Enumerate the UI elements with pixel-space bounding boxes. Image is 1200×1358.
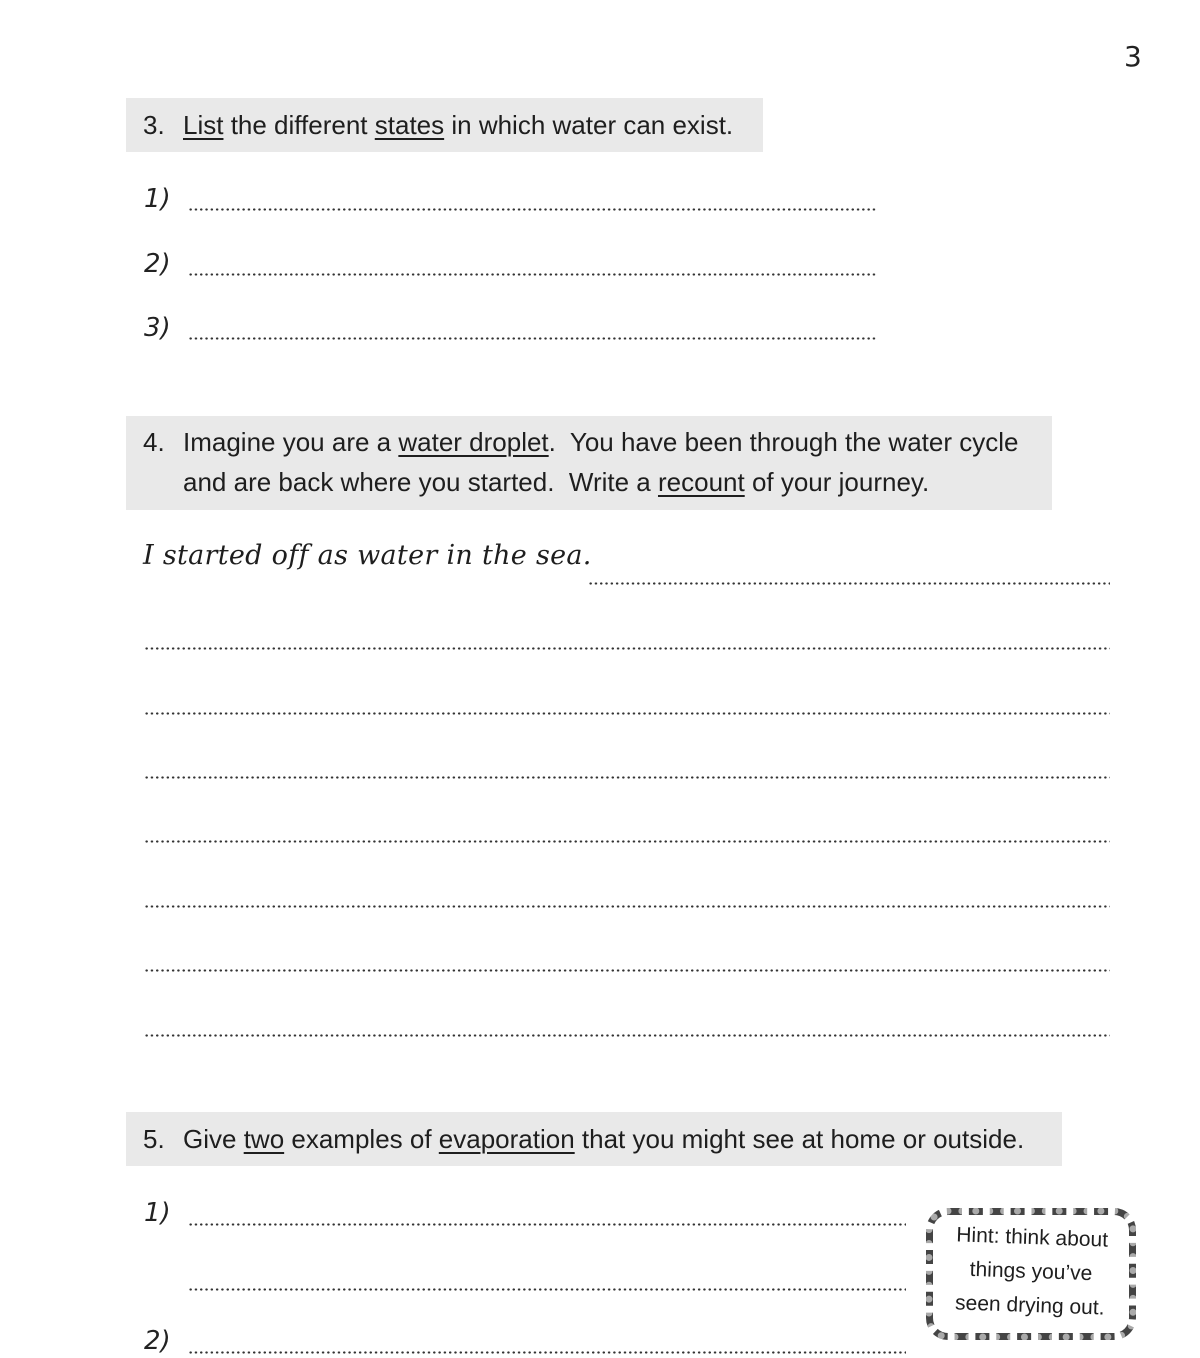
prompt-text-states: states [374,110,445,140]
writing-line[interactable] [144,1034,1110,1037]
answer-line-1[interactable] [188,208,878,211]
question-number: 5. [143,1124,165,1154]
answer-line-1b[interactable] [188,1288,906,1291]
prompt-text-list: List [183,110,224,140]
prompt-text: of your journey. [744,467,930,497]
question-3-prompt [126,98,763,152]
answer-line-1a[interactable] [188,1223,906,1226]
prompt-line-1 [143,422,1034,462]
writing-line[interactable] [144,712,1110,715]
question-5-prompt [126,1112,1062,1166]
prompt-text: that you might see at home or outside. [574,1124,1025,1154]
prompt-text: examples of [284,1124,439,1154]
prompt-text: and are back where you started. Write a [183,467,658,497]
writing-line[interactable] [144,647,1110,650]
prompt-text: Give [183,1124,244,1154]
answer-label-3: 3) [144,313,171,343]
writing-line[interactable] [144,905,1110,908]
writing-line[interactable] [144,840,1110,843]
prompt-text: Imagine you are a [183,427,399,457]
answer-label-1: 1) [144,184,171,214]
story-starter-text: I started off as water in the sea. [143,540,592,571]
answer-line-3[interactable] [188,337,878,340]
prompt-text: the different [223,110,375,140]
prompt-text: . You have been through the water cycle [548,427,1019,457]
answer-label-2: 2) [144,249,171,279]
hint-callout [926,1208,1136,1340]
writing-line[interactable] [144,969,1110,972]
prompt-line-2 [143,462,1034,502]
hint-line-1: Hint: think about [955,1223,1109,1252]
page-number: 3 [1124,40,1142,73]
writing-line-first[interactable] [588,582,1110,585]
answer-label-1: 1) [144,1198,171,1228]
hint-line-2: things you’ve [969,1257,1093,1286]
question-number: 4. [143,427,165,457]
answer-line-2[interactable] [188,273,878,276]
writing-line[interactable] [144,776,1110,779]
hint-text [931,1218,1130,1327]
prompt-text-water-droplet: water droplet [398,427,549,457]
answer-label-2: 2) [144,1326,171,1356]
question-number: 3. [143,110,165,140]
question-4-prompt [126,416,1052,510]
prompt-text-two: two [243,1124,285,1154]
hint-line-3: seen drying out. [954,1291,1105,1320]
prompt-text-evaporation: evaporation [438,1124,575,1154]
prompt-text-recount: recount [657,467,745,497]
prompt-text: in which water can exist. [444,110,734,140]
answer-line-2[interactable] [188,1351,906,1354]
